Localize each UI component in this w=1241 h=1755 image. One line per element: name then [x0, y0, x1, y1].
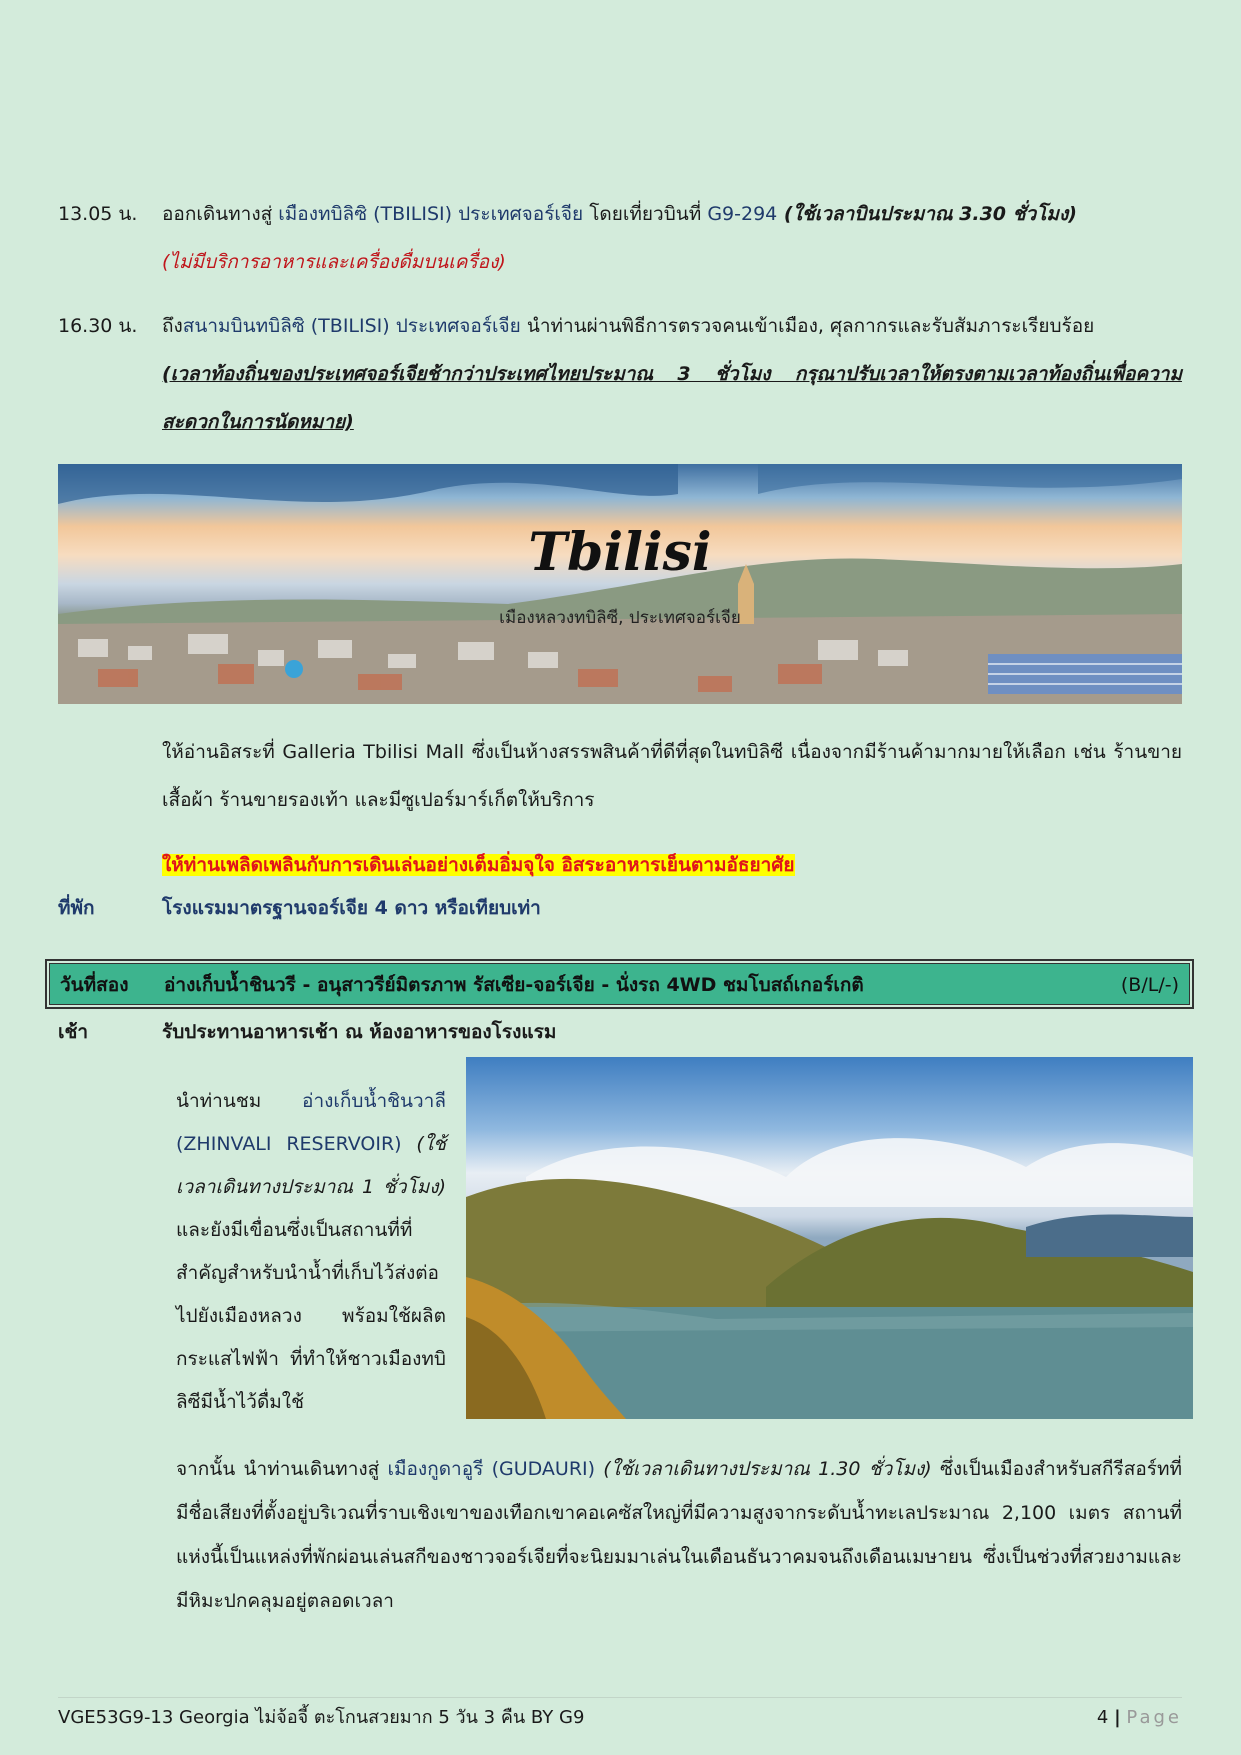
city-skyline-illustration — [58, 464, 1182, 704]
hotel-label: ที่พัก — [58, 897, 95, 919]
banner-subtitle: เมืองหลวงทบิลิซี, ประเทศจอร์เจีย — [499, 608, 741, 628]
item-text — [162, 190, 1182, 286]
lake-landscape-illustration — [466, 1057, 1193, 1419]
time-label: 13.05 น. — [58, 203, 138, 225]
meal-code: (B/L/-) — [1120, 974, 1179, 996]
text-segment: ซึ่งเป็นห้างสรรพสินค้าที่ดีที่สุดในทบิลิซี เนื่องจากมีร้านค้ามากมายให้เลือก เช่น ร้านขายเสื้อผ้า ร้านขายรองเท้า และมีซูเปอร์มาร์เก็ตให้บริการ — [162, 741, 1183, 811]
text-segment: ถึง — [162, 315, 183, 337]
mall-text — [162, 728, 1182, 824]
mall-name: Galleria Tbilisi Mall — [282, 741, 465, 763]
breakfast-label: เช้า — [58, 1021, 89, 1043]
highlight-text: ให้ท่านเพลิดเพลินกับการเดินเล่นอย่างเต็มอิ่มจุใจ อิสระอาหารเย็นตามอัธยาศัย — [162, 854, 795, 876]
reservoir-text — [176, 1080, 446, 1424]
item-text — [162, 302, 1182, 446]
day-header — [45, 959, 1194, 1009]
destination-name: เมืองทบิลิซิ (TBILISI) ประเทศจอร์เจีย — [278, 203, 584, 225]
footer-program-code: VGE53G9-13 Georgia ไม่จ้อจี้ ตะโกนสวยมาก 5 วัน 3 คืน BY G9 — [58, 1707, 585, 1728]
text-segment: นำท่านผ่านพิธีการตรวจคนเข้าเมือง, ศุลกากรและรับสัมภาระเรียบร้อย — [520, 315, 1095, 337]
highlight-wrap — [162, 841, 1182, 889]
zhinvali-reservoir-image — [466, 1057, 1193, 1419]
text-segment: โดยเที่ยวบินที่ — [583, 203, 708, 225]
page-separator: | — [1114, 1707, 1121, 1728]
text-segment: นำท่านชม — [176, 1090, 303, 1112]
flight-duration: (ใช้เวลาบินประมาณ 3.30 ชั่วโมง) — [777, 203, 1077, 225]
page-word: Page — [1126, 1707, 1182, 1728]
text-segment: จากนั้น นำท่านเดินทางสู่ — [176, 1458, 388, 1480]
page-number-block — [1097, 1703, 1182, 1733]
gudauri-paragraph — [176, 1447, 1182, 1623]
timezone-note: (เวลาท้องถิ่นของประเทศจอร์เจียช้ากว่าประเทศไทยประมาณ 3 ชั่วโมง กรุณาปรับเวลาให้ตรงตามเวลาท้องถิ่นเพื่อความสะดวกในการนัดหมาย) — [162, 363, 1182, 433]
day-title: อ่างเก็บน้ำชินวรี - อนุสาวรีย์มิตรภาพ รัสเซีย-จอร์เจีย - นั่งรถ 4WD ชมโบสถ์เกอร์เกติ — [164, 974, 864, 996]
text-segment: ออกเดินทางสู่ — [162, 203, 279, 225]
day-header-bar — [49, 963, 1190, 1005]
meal-notice: (ไม่มีบริการอาหารและเครื่องดื่มบนเครื่อง) — [162, 251, 506, 273]
travel-duration: (ใช้เวลาเดินทางประมาณ 1.30 ชั่วโมง) — [595, 1458, 932, 1480]
banner-title: Tbilisi — [528, 522, 712, 583]
tbilisi-banner-image — [58, 464, 1182, 704]
page-number: 4 — [1096, 1707, 1109, 1728]
hotel-text: โรงแรมมาตรฐานจอร์เจีย 4 ดาว หรือเทียบเท่า — [162, 897, 541, 919]
breakfast-text: รับประทานอาหารเช้า ณ ห้องอาหารของโรงแรม — [162, 1021, 557, 1043]
text-segment: ให้อ่านอิสระที่ — [162, 741, 283, 763]
gudauri-name: เมืองกูดาอูรี (GUDAURI) — [387, 1458, 596, 1480]
text-segment: และยังมีเขื่อนซึ่งเป็นสถานที่ที่สำคัญสำหรับนำน้ำที่เก็บไว้ส่งต่อไปยังเมืองหลวง พร้อมใช้ผลิตกระแสไฟฟ้า ที่ทำให้ชาวเมืองทบิลิซีมีน้ำไว้ดื่มใช้ — [176, 1219, 446, 1413]
flight-number: G9-294 — [707, 203, 778, 225]
time-label: 16.30 น. — [58, 315, 138, 337]
travel-duration: (ใช้เวลาเดินทางประมาณ 1 ชั่วโมง) — [176, 1133, 446, 1198]
airport-name: สนามบินทบิลิซิ (TBILISI) ประเทศจอร์เจีย — [182, 315, 521, 337]
reservoir-name: อ่างเก็บน้ำชินวาลี (ZHINVALI RESERVOIR) — [176, 1090, 446, 1155]
text-segment: ซึ่งเป็นเมืองสำหรับสกีรีสอร์ทที่มีชื่อเสียงที่ตั้งอยู่บริเวณที่ราบเชิงเขาของเทือกเขาคอเคซัสใหญ่ที่มีความสูงจากระดับน้ำทะเลประมาณ 2,100 เมตร สถานที่แห่งนี้เป็นแหล่งที่พักผ่อนเล่นสกีของชาวจอร์เจียที่จะนิยมมาเล่นในเดือนธันวาคมจนถึงเดือนเมษายน ซึ่งเป็นช่วงที่สวยงามและมีหิมะปกคลุมอยู่ตลอดเวลา — [176, 1458, 1182, 1612]
footer-divider — [58, 1697, 1182, 1698]
day-label: วันที่สอง — [60, 974, 129, 996]
